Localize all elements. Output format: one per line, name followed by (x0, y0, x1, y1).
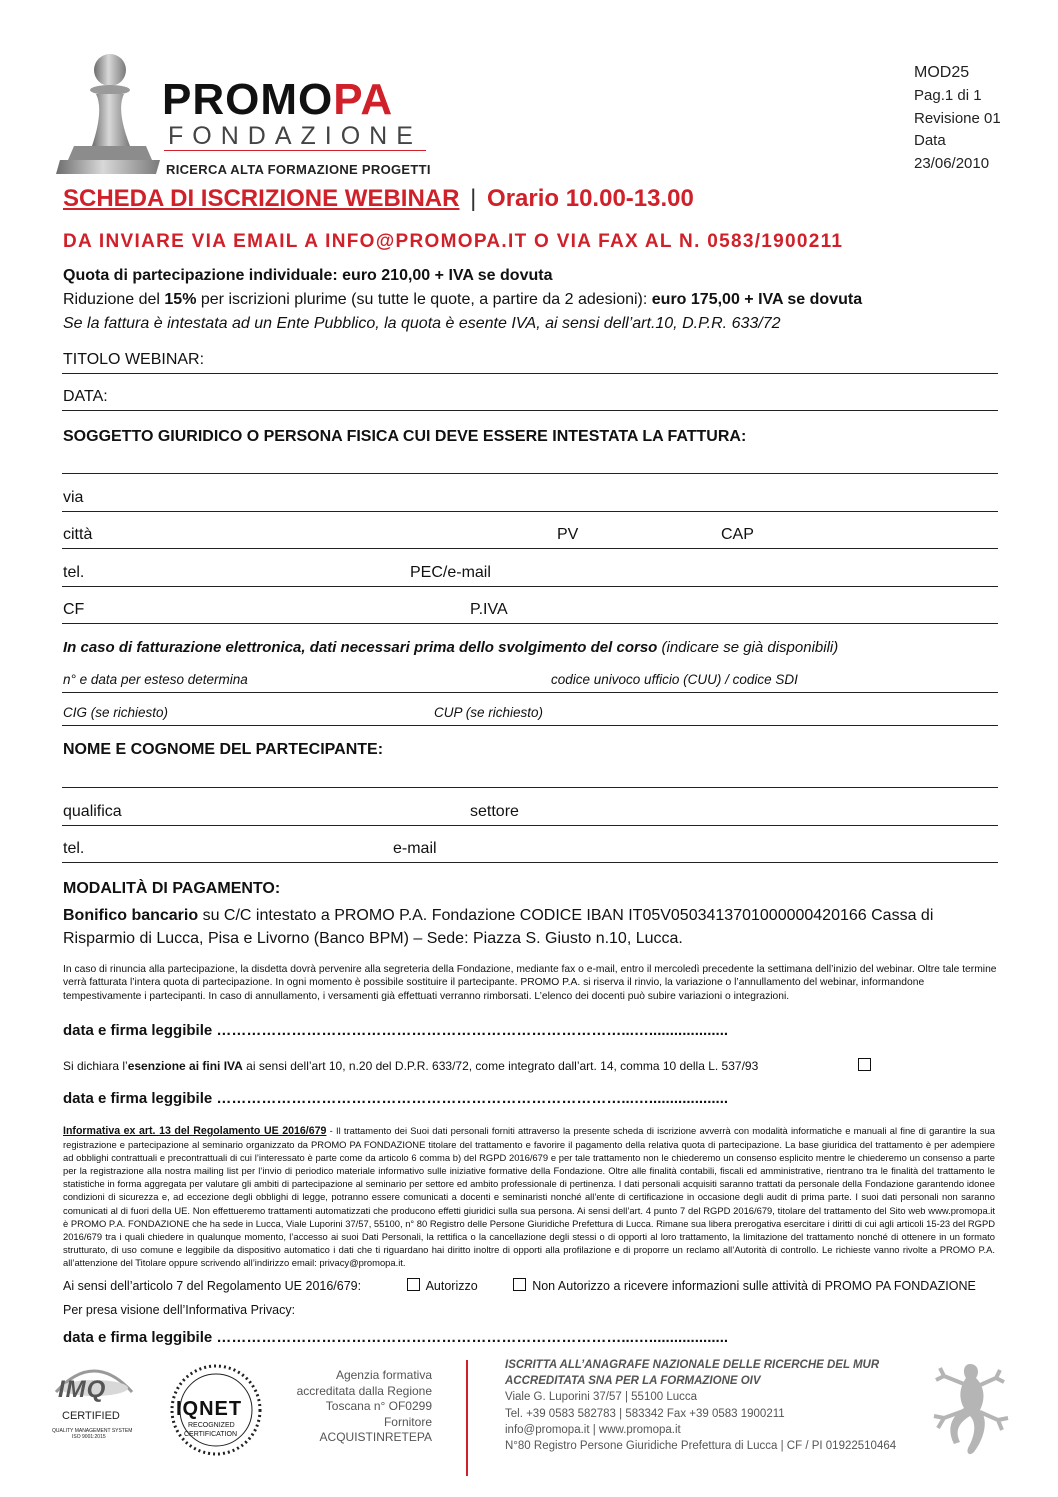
agency-1: Agenzia formativa (335, 1368, 432, 1382)
logo-brand-pa: PA (333, 75, 394, 124)
zip-label: CAP (721, 526, 754, 543)
signature-line-1[interactable]: data e firma leggibile ………………………………………………………………………...…................... (63, 1022, 729, 1039)
webinar-title-field[interactable] (62, 373, 998, 374)
participant-phone-label: tel. (63, 840, 85, 857)
chess-pawn-logo-icon (52, 50, 162, 178)
role-field[interactable] (62, 825, 998, 826)
webinar-title-label: TITOLO WEBINAR: (63, 351, 205, 368)
date-label: DATA: (63, 388, 108, 405)
doc-revision: Revisione 01 (914, 109, 1001, 127)
doc-page: Pag.1 di 1 (914, 86, 982, 104)
invoice-subject-label: SOGGETTO GIURIDICO O PERSONA FISICA CUI DEVE ESSERE INTESTATA LA FATTURA: (63, 428, 747, 445)
discount-mid: per iscrizioni plurime (su tutte le quote, a partire da 2 adesioni): (196, 291, 652, 308)
city-label: città (63, 526, 93, 543)
e-invoice-note-rest: (indicare se già disponibili) (657, 639, 839, 656)
signature-line-2[interactable]: data e firma leggibile ………………………………………………………………………...…................... (63, 1090, 729, 1107)
phone-field[interactable] (62, 586, 998, 587)
vat-exemption-post: ai sensi dell’art 10, n.20 del D.P.R. 633/72, come integrato dall’art. 14, comma 10 della L. 537/93 (242, 1059, 759, 1073)
signature-line-3[interactable]: data e firma leggibile ………………………………………………………………………...…................... (63, 1329, 729, 1346)
phone-label: tel. (63, 564, 85, 581)
consent-label: Ai sensi dell’articolo 7 del Regolamento UE 2016/679: (63, 1279, 362, 1293)
participant-email-label: e-mail (393, 840, 437, 857)
iqnet-certification: CERTIFICATION (184, 1431, 238, 1438)
determina-label: n° e data per esteso determina (63, 672, 248, 687)
form-schedule: Orario 10.00-13.00 (487, 185, 694, 212)
not-authorize-label: Non Autorizzo a ricevere informazioni sulle attività di PROMO PA FONDAZIONE (532, 1279, 976, 1293)
agency-2: accreditata dalla Regione (296, 1383, 432, 1398)
privacy-acknowledgement: Per presa visione dell’Informativa Privacy: (63, 1303, 296, 1317)
fee-individual: Quota di partecipazione individuale: euro 210,00 + IVA se dovuta (63, 267, 553, 284)
participant-field[interactable] (62, 787, 998, 788)
footer-address: Viale G. Luporini 37/57 | 55100 Lucca (505, 1391, 698, 1404)
city-field[interactable] (62, 548, 998, 549)
vat-exemption-pre: Si dichiara l’ (63, 1059, 128, 1073)
street-label: via (63, 489, 84, 506)
iqnet-logo (168, 1362, 264, 1458)
logo-sub: FONDAZIONE (168, 122, 422, 150)
imq-iso: ISO 9001:2015 (72, 1434, 106, 1440)
imq-text: IMQ (58, 1376, 107, 1403)
agency-5: ACQUISTINRETEPA (319, 1430, 432, 1444)
sector-label: settore (470, 803, 519, 820)
doc-date: 23/06/2010 (914, 155, 990, 173)
role-label: qualifica (63, 803, 122, 820)
cuu-label: codice univoco ufficio (CUU) / codice SDI (551, 672, 798, 687)
participant-phone-field[interactable] (62, 862, 998, 863)
cup-label: CUP (se richiesto) (434, 705, 544, 720)
vat-label: P.IVA (470, 601, 508, 618)
agency-3: Toscana n° OF0299 (325, 1399, 432, 1413)
tax-code-label: CF (63, 601, 85, 618)
cancellation-policy: In caso di rinuncia alla partecipazione, la disdetta dovrà pervenire alla segreteria della Fondazione, mediante fax o e-mail, entro il mercoledì precedente la settimana dell’inizio del webinar. Oltre tale termine verrà fatturata l’intera quota di partecipazione. In ogni momento è possibile sostituire il partecipante. PROMO P.A. si riserva il rinvio, la variazione o l’annullamento del webinar, informandone tempestivamente i partecipanti. In caso di annullamento, i versamenti già effettuati verranno rimborsati. L’elenco dei docenti può subire variazioni o integrazioni. (63, 964, 997, 1002)
date-field[interactable] (62, 410, 998, 411)
e-invoice-note-bold: In caso di fatturazione elettronica, dati necessari prima dello svolgimento del corso (63, 639, 658, 656)
public-entity-note: Se la fattura è intestata ad un Ente Pubblico, la quota è esente IVA, ai sensi dell’art.10, D.P.R. 633/72 (63, 315, 781, 332)
bank-details-1: su C/C intestato a PROMO P.A. Fondazione CODICE IBAN IT05V0503413701000000420166 Cassa di (198, 907, 934, 924)
agency-4: Fornitore (383, 1414, 432, 1429)
determina-field[interactable] (62, 692, 998, 693)
discount-amount: euro 175,00 + IVA se dovuta (651, 291, 863, 308)
logo (52, 50, 432, 180)
registry-2: ACCREDITATA SNA PER LA FORMAZIONE OIV (505, 1375, 761, 1388)
bank-details-2: Risparmio di Lucca, Pisa e Livorno (Banco BPM) – Sede: Piazza S. Giusto n.10, Lucca. (63, 930, 683, 947)
payment-heading: MODALITÀ DI PAGAMENTO: (63, 880, 281, 897)
discount-pre: Riduzione del (63, 291, 165, 308)
privacy-body: - Il trattamento dei Suoi dati personali forniti attraverso la presente scheda di iscrizione avverrà con modalità informatiche e manuali al fine di garantire la sua registrazione e partecipazione al seminario organizzato da PROMO PA FONDAZIONE titolare del trattamento e favorire il pagamento della relativa quota di partecipazione. La base giuridica del trattamento è per adempiere ad obblighi contrattuali e precontrattuali di cui l’interessato è parte come da articolo 6 comma b) del RGPD 2016/679 e per tale trattamento non le chiederemo un consenso esplicito mentre le chiederemo un consenso a parte per la registrazione alla nostra mailing list per l’invio di periodico materiale informativo sulle iniziative formative della Fondazione. Oltre alle finalità contabili, fiscali ed amministrative, rientrano tra le finalità del trattamento le statistiche in forma aggregata per valutare gli ambiti di partecipazione al seminario per settore ed ambito professionale di pertinenza. I dati personali acquisiti saranno trattati da personale della Fondazione garantendo idonee condizioni di sicurezza e, ad eccezione degli obblighi di legge, potranno essere comunicati a docenti e seminaristi nonché all’ente di certificazione in occasione degli audit di prima parte. I suoi dati personali non saranno comunicati al di fuori della UE. Non effettueremo trattamenti automatizzati che producono effetti giuridici sulla sua persona. Ai sensi dell’art. 4 punto 7 del RGPD 2016/679, titolare del trattamento del Sito web www.promopa.it è PROMO P.A. FONDAZIONE che ha sede in Lucca, Viale Luporini 37/57, 55100, n° 80 Registro delle Persone Giuridiche Prefettura di Lucca. Rimane sua libera prerogativa esercitare i diritti di cui agli articoli 15-23 del RGPD 2016/679 tra i quali chiedere in qualunque momento, l’accesso ai suoi Dati Personali, la rettifica o la cancellazione degli stessi o di opporti al loro trattamento, la limitazione del trattamento nonché di ottenere in un formato strutturato, di uso comune e leggibile da dispositivo automatico i dati che ti riguardano hai diritto inoltre di opporti alla profilazione e di proporre un reclamo all’Autorità di controllo. Le richieste vanno rivolte a PROMO P.A. all’attenzione del Titolare oppure scrivendo all’indirizzo email: privacy@promopa.it. (63, 1125, 995, 1268)
title-separator: | (470, 185, 477, 212)
authorize-checkbox[interactable] (407, 1278, 420, 1291)
consent-no[interactable] (513, 1279, 976, 1293)
street-field[interactable] (62, 511, 998, 512)
logo-brand-promo: PROMO (162, 75, 334, 124)
footer-divider (466, 1360, 468, 1476)
doc-code: MOD25 (914, 64, 970, 81)
consent-yes[interactable] (407, 1279, 478, 1293)
tax-code-field[interactable] (62, 623, 998, 624)
form-title: SCHEDA DI ISCRIZIONE WEBINAR (63, 185, 460, 212)
bank-transfer-label: Bonifico bancario (63, 907, 199, 924)
discount-pct: 15% (164, 291, 197, 308)
cig-field[interactable] (62, 725, 998, 726)
invoice-subject-field[interactable] (62, 473, 998, 474)
iqnet-text: IQNET (176, 1398, 243, 1420)
footer-registration: N°80 Registro Persone Giuridiche Prefettura di Lucca | CF / PI 01922510464 (505, 1440, 897, 1453)
not-authorize-checkbox[interactable] (513, 1278, 526, 1291)
logo-tagline: RICERCA ALTA FORMAZIONE PROGETTI (166, 162, 431, 177)
cig-label: CIG (se richiesto) (63, 705, 169, 720)
footer-web: info@promopa.it | www.promopa.it (505, 1423, 681, 1436)
registry-1: ISCRITTA ALL’ANAGRAFE NAZIONALE DELLE RICERCHE DEL MUR (505, 1359, 880, 1371)
participant-label: NOME E COGNOME DEL PARTECIPANTE: (63, 741, 384, 758)
privacy-title: Informativa ex art. 13 del Regolamento UE 2016/679 (63, 1125, 327, 1137)
iqnet-recognized: RECOGNIZED (188, 1422, 235, 1429)
imq-certification-logo (50, 1358, 138, 1442)
authorize-label: Autorizzo (425, 1279, 478, 1293)
send-instructions: DA INVIARE VIA EMAIL A INFO@PROMOPA.IT O VIA FAX AL N. 0583/1900211 (63, 231, 844, 252)
doc-date-label: Data (914, 132, 946, 150)
imq-system: QUALITY MANAGEMENT SYSTEM (52, 1428, 133, 1434)
imq-certified: CERTIFIED (62, 1410, 120, 1422)
province-label: PV (557, 526, 579, 543)
pec-email-label: PEC/e-mail (410, 564, 491, 581)
vat-exemption-bold: esenzione ai fini IVA (127, 1059, 243, 1073)
vat-exemption-checkbox[interactable] (858, 1058, 871, 1071)
gecko-icon (930, 1358, 1010, 1458)
footer-phone: Tel. +39 0583 582783 | 583342 Fax +39 0583 1900211 (505, 1407, 785, 1420)
